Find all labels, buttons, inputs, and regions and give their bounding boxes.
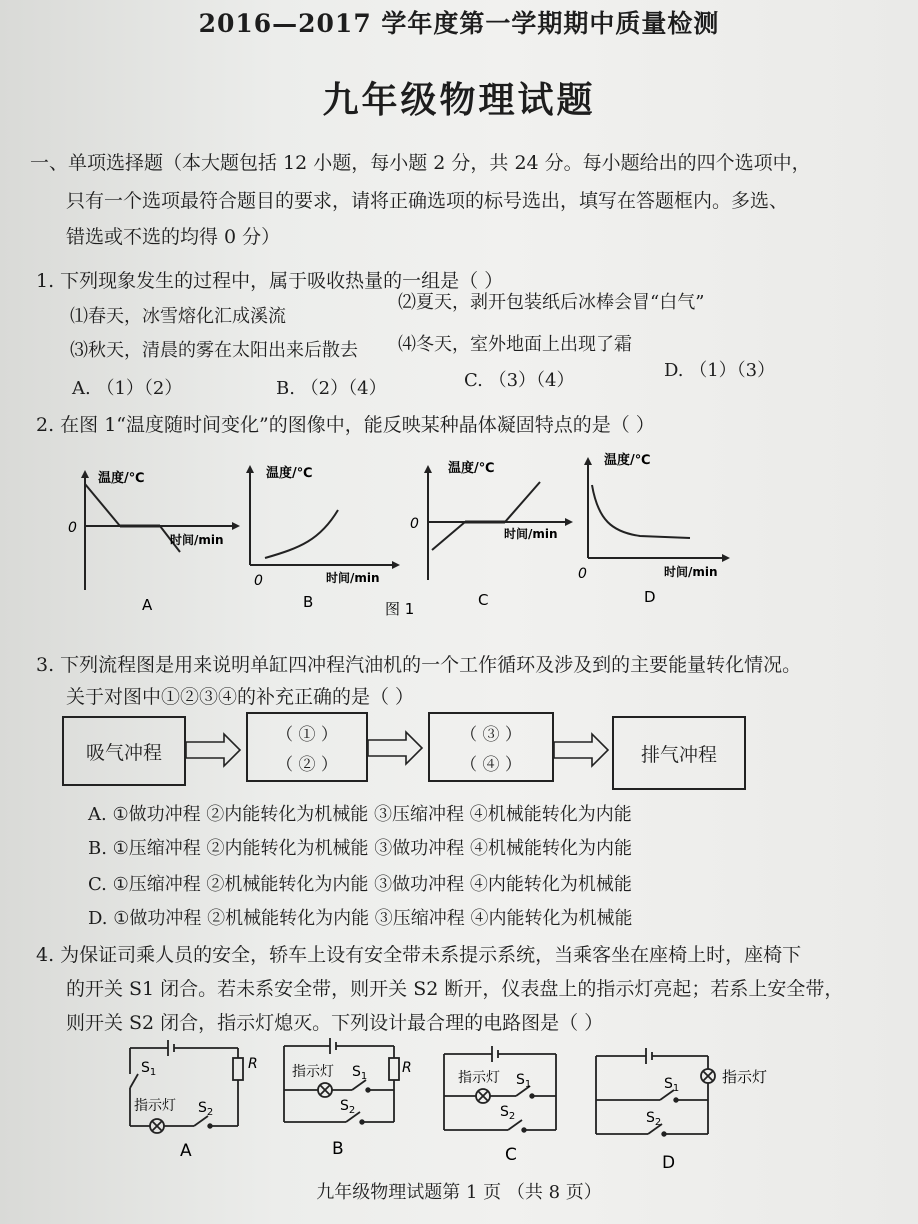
- q2-graph-d-ylabel: 温度/℃: [604, 453, 651, 468]
- flow-box-step3-item2: （ ④ ）: [460, 755, 522, 775]
- flow-box-intake: [62, 716, 186, 786]
- q4-a-s1: $S_1$: [141, 1060, 157, 1078]
- flow-box-step3-item1: （ ③ ）: [460, 725, 522, 745]
- q4-b-label: B: [332, 1139, 344, 1159]
- q4-b-lamp: 指示灯: [292, 1064, 334, 1080]
- q4-circuit-a: [130, 1040, 243, 1133]
- q2-stem: 2. 在图 1“温度随时间变化”的图像中，能反映某种晶体凝固特点的是（ ）: [36, 414, 655, 436]
- q1-option-b: B. （2）（4）: [276, 378, 387, 399]
- q3-option-d: D. ①做功冲程 ②机械能转化为内能 ③压缩冲程 ④内能转化为机械能: [88, 908, 633, 929]
- q3-stem-line1: 3. 下列流程图是用来说明单缸四冲程汽油机的一个工作循环及涉及到的主要能量转化情况。: [36, 654, 802, 676]
- q2-graph-a: [68, 470, 240, 614]
- flow-arrow-1: [184, 730, 244, 770]
- q2-graph-b-ylabel: 温度/℃: [266, 466, 313, 481]
- q1-stem: 1. 下列现象发生的过程中，属于吸收热量的一组是（ ）: [36, 270, 504, 292]
- q2-graph-d-origin: 0: [578, 566, 587, 582]
- flow-box-step2-item1: （ ① ）: [276, 725, 338, 745]
- q2-graph-c-origin: 0: [410, 516, 419, 532]
- q2-graph-c-label: C: [478, 591, 489, 609]
- q2-graph-a-xlabel: 时间/min: [170, 533, 224, 547]
- q4-d-s2: $S_2$: [646, 1110, 662, 1128]
- q4-circuits: [0, 1036, 918, 1176]
- section-instruction-line2: 只有一个选项最符合题目的要求，请将正确选项的标号选出，填写在答题框内。多选、: [66, 190, 789, 212]
- q3-option-b: B. ①压缩冲程 ②内能转化为机械能 ③做功冲程 ④机械能转化为内能: [88, 838, 632, 859]
- q2-graph-c-ylabel: 温度/℃: [448, 461, 495, 476]
- flow-box-step2-item2: （ ② ）: [276, 755, 338, 775]
- q1-item-4: ⑷冬天，室外地面上出现了霜: [398, 334, 632, 355]
- q2-graph-d: [578, 452, 730, 606]
- flow-box-exhaust: [612, 716, 746, 790]
- flow-box-step2: [246, 712, 368, 782]
- q4-b-s1: $S_1$: [352, 1064, 368, 1082]
- q1-option-a: A. （1）（2）: [72, 378, 183, 399]
- q4-stem-line1: 4. 为保证司乘人员的安全，轿车上设有安全带未系提示系统，当乘客坐在座椅上时，座椅下: [36, 944, 802, 966]
- q3-stem-line2: 关于对图中①②③④的补充正确的是（ ）: [66, 686, 415, 708]
- q4-a-label: A: [180, 1141, 192, 1161]
- q1-option-d: D. （1）（3）: [664, 360, 776, 381]
- q2-graph-b-origin: 0: [254, 573, 263, 589]
- q4-c-lamp: 指示灯: [458, 1070, 500, 1086]
- flow-box-exhaust-label: 排气冲程: [640, 744, 717, 766]
- section-instruction-line1: 一、单项选择题（本大题包括 12 小题，每小题 2 分，共 24 分。每小题给出的四个选项中，: [30, 152, 811, 174]
- q4-c-s1: $S_1$: [516, 1072, 532, 1090]
- q4-d-label: D: [662, 1153, 676, 1173]
- q2-figure-caption: 图 1: [385, 600, 415, 618]
- flow-box-intake-label: 吸气冲程: [85, 742, 162, 764]
- q2-graph-a-origin: 0: [68, 520, 77, 536]
- q4-c-s2: $S_2$: [500, 1104, 516, 1122]
- q4-d-s1: $S_1$: [664, 1076, 680, 1094]
- exam-subject-title: 九年级物理试题: [322, 79, 596, 121]
- q2-graph-b-xlabel: 时间/min: [326, 571, 380, 585]
- q2-graph-d-xlabel: 时间/min: [664, 565, 718, 579]
- exam-header-title: 2016—2017 学年度第一学期期中质量检测: [198, 9, 720, 38]
- q2-graph-a-label: A: [142, 596, 153, 614]
- q2-graphs: [0, 440, 918, 630]
- q1-item-1: ⑴春天，冰雪熔化汇成溪流: [70, 306, 286, 327]
- q4-a-s2: $S_2$: [198, 1100, 214, 1118]
- q4-b-r: R: [402, 1060, 412, 1076]
- flow-arrow-2: [366, 728, 426, 768]
- flow-arrow-3: [552, 730, 612, 770]
- q1-item-3: ⑶秋天，清晨的雾在太阳出来后散去: [70, 340, 358, 361]
- q3-option-c: C. ①压缩冲程 ②机械能转化为内能 ③做功冲程 ④内能转化为机械能: [88, 874, 632, 895]
- q4-stem-line2: 的开关 S1 闭合。若未系安全带，则开关 S2 断开，仪表盘上的指示灯亮起；若系上安全带，: [66, 978, 844, 1000]
- q2-graph-b-label: B: [303, 593, 314, 611]
- q4-stem-line3: 则开关 S2 闭合，指示灯熄灭。下列设计最合理的电路图是（ ）: [66, 1012, 604, 1034]
- q2-graph-d-label: D: [644, 588, 656, 606]
- q4-c-label: C: [505, 1145, 517, 1165]
- q2-graph-a-ylabel: 温度/℃: [98, 471, 145, 486]
- q3-option-a: A. ①做功冲程 ②内能转化为机械能 ③压缩冲程 ④机械能转化为内能: [88, 804, 632, 825]
- flow-box-step3: [428, 712, 554, 782]
- q4-b-s2: $S_2$: [340, 1098, 356, 1116]
- page-footer: 九年级物理试题第 1 页 （共 8 页）: [316, 1182, 602, 1203]
- q1-item-2: ⑵夏天，剥开包装纸后冰棒会冒“白气”: [398, 292, 705, 313]
- q4-a-lamp: 指示灯: [134, 1098, 176, 1114]
- q1-option-c: C. （3）（4）: [464, 370, 575, 391]
- q2-graph-b: [246, 465, 400, 611]
- q2-graph-c-xlabel: 时间/min: [504, 527, 558, 541]
- q4-d-lamp: 指示灯: [722, 1068, 768, 1086]
- q4-a-r: R: [248, 1056, 258, 1072]
- section-instruction-line3: 错选或不选的均得 0 分）: [66, 226, 281, 248]
- q2-graph-c: [410, 460, 573, 609]
